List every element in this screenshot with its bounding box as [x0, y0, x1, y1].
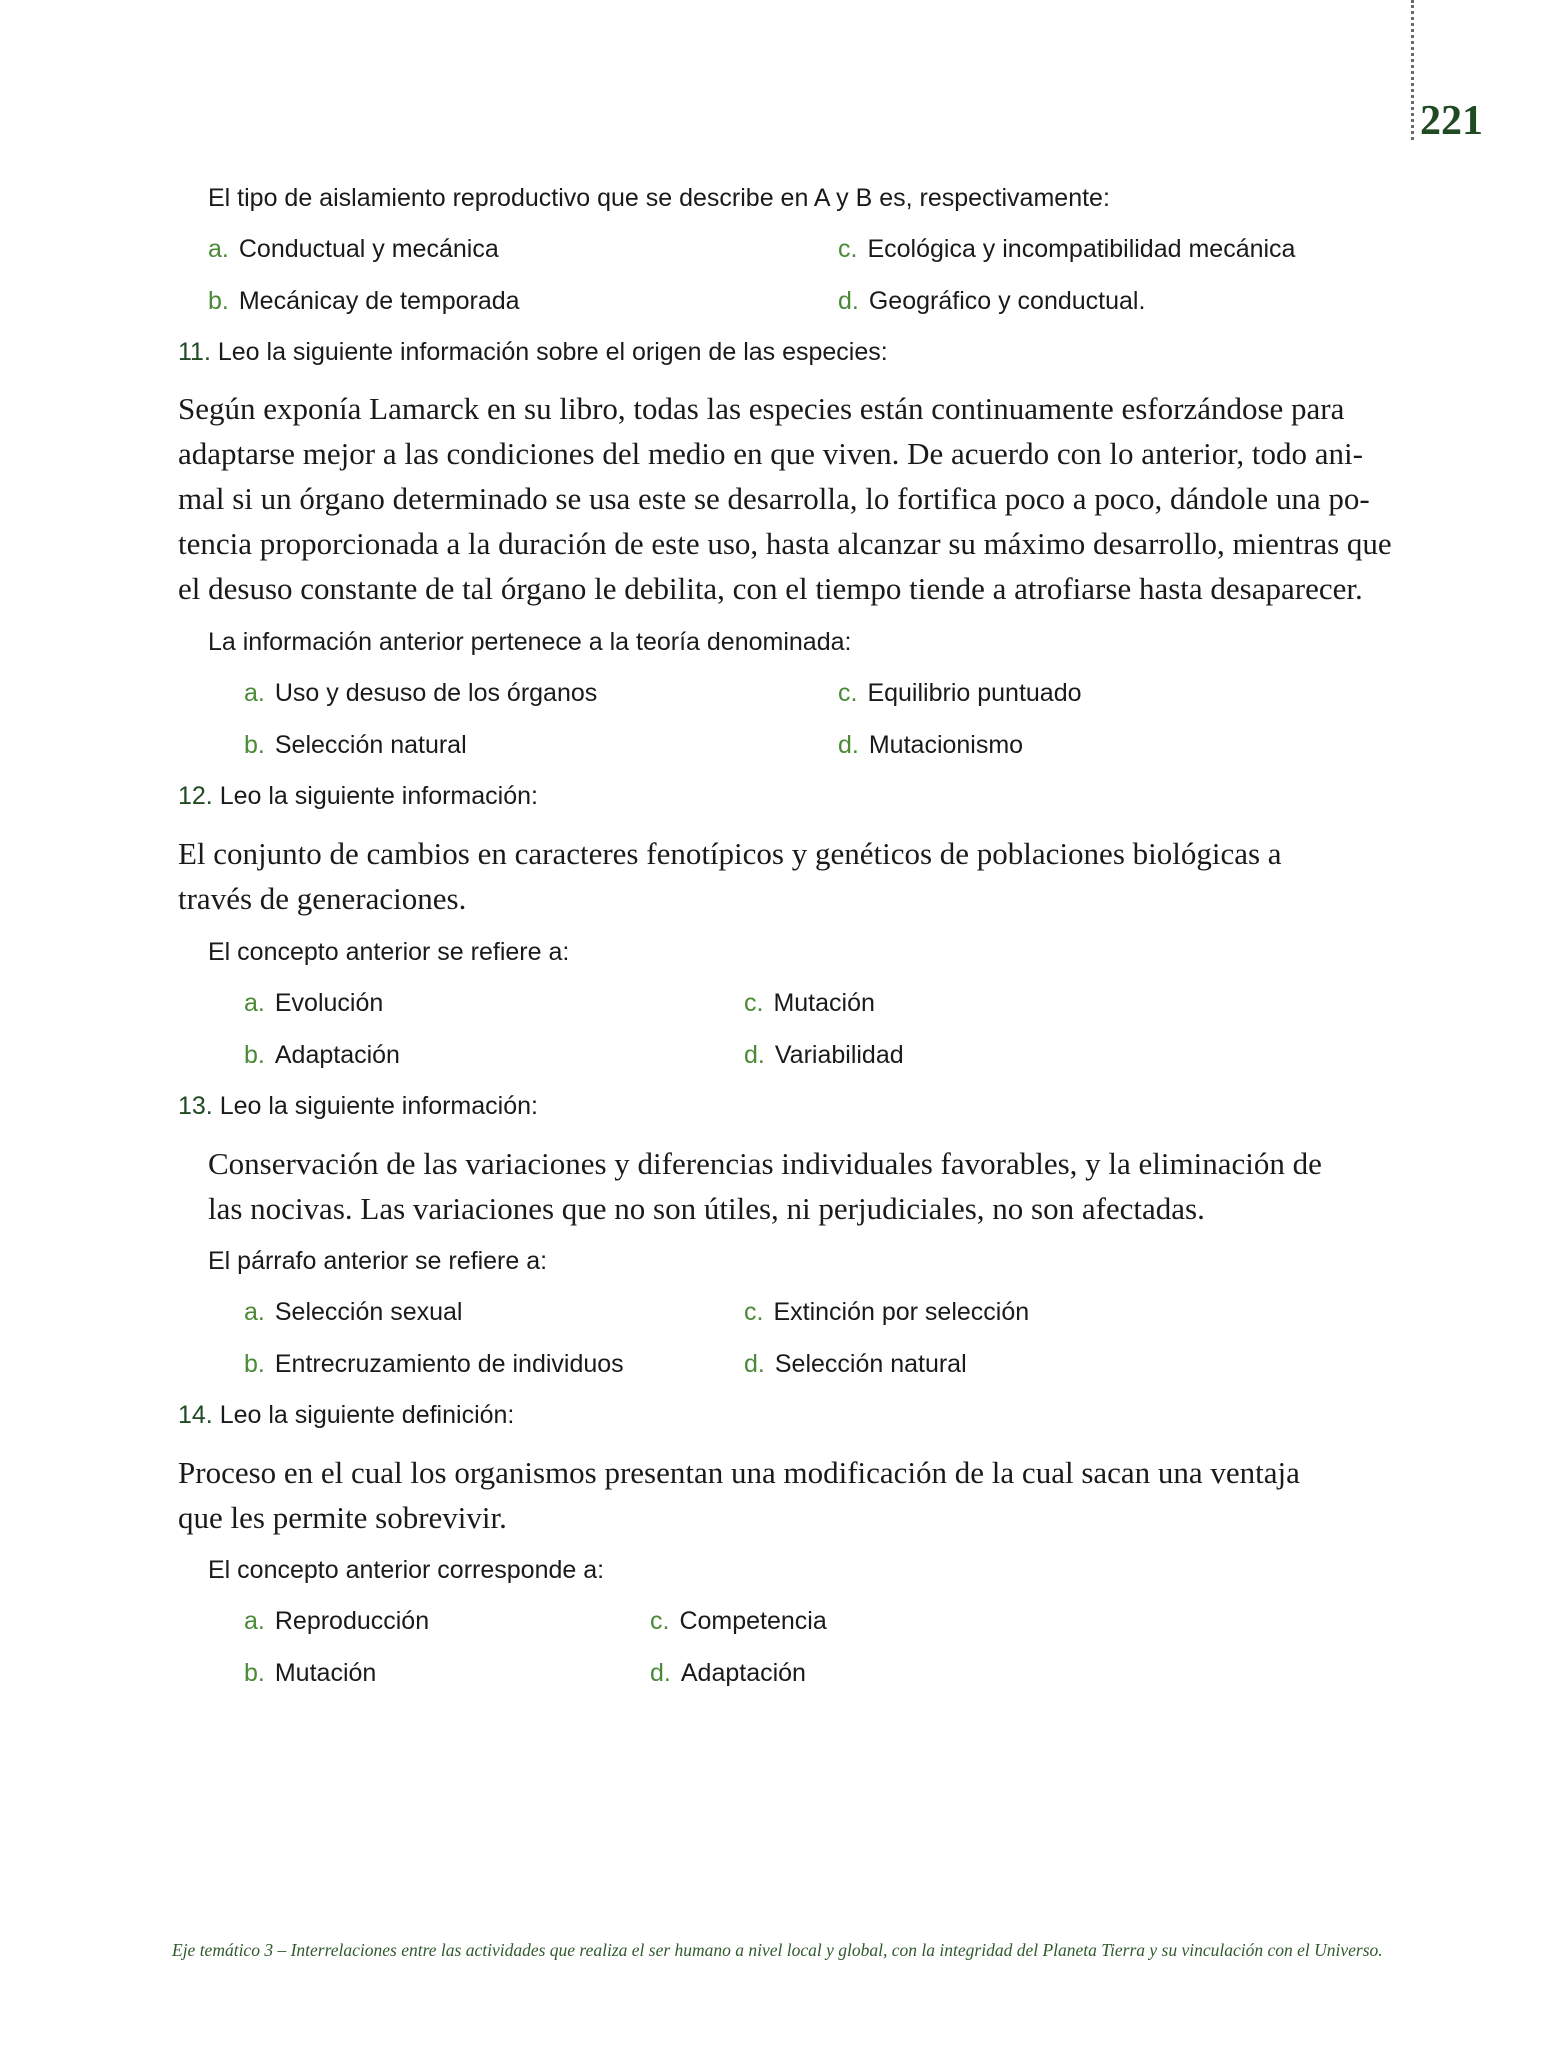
- question-number: 13.: [178, 1092, 213, 1120]
- option-text: Equilibrio puntuado: [867, 679, 1082, 707]
- question-number: 14.: [178, 1401, 213, 1429]
- q10-option-c[interactable]: [838, 237, 1295, 262]
- q10-prompt: El tipo de aislamiento reproductivo que se describe en A y B es, respectivamente:: [208, 184, 1110, 212]
- passage-line: Conservación de las variaciones y diferencias individuales favorables, y la eliminación de: [208, 1146, 1322, 1181]
- question-heading-text: Leo la siguiente definición:: [219, 1401, 515, 1429]
- page-footer: Eje temático 3 – Interrelaciones entre las actividades que realiza el ser humano a nivel local y global, con la integridad del Planeta Tierra y su vinculación con el Universo.: [172, 1940, 1383, 1960]
- question-number: 11.: [178, 338, 211, 366]
- option-text: Evolución: [274, 989, 384, 1017]
- q11-passage: [178, 386, 1410, 611]
- option-text: Selección sexual: [274, 1298, 463, 1326]
- margin-dotted-rule: [1411, 0, 1414, 140]
- passage-line: el desuso constante de tal órgano le debilita, con el tiempo tiende a atrofiarse hasta desaparecer.: [178, 571, 1363, 606]
- passage-line: adaptarse mejor a las condiciones del medio en que viven. De acuerdo con lo anterior, todo ani-: [178, 436, 1363, 471]
- option-text: Extinción por selección: [773, 1298, 1030, 1326]
- q13-heading: [178, 1094, 538, 1119]
- passage-line: mal si un órgano determinado se usa este se desarrolla, lo fortifica poco a poco, dándole una po-: [178, 481, 1370, 516]
- option-letter: c.: [744, 989, 764, 1017]
- q14-option-b[interactable]: [244, 1661, 376, 1686]
- option-text: Mutación: [274, 1659, 377, 1687]
- option-letter: d.: [650, 1659, 671, 1687]
- option-letter: a.: [244, 1298, 265, 1326]
- option-letter: c.: [838, 235, 858, 263]
- page-number: 221: [1420, 98, 1483, 144]
- q11-option-c[interactable]: [838, 681, 1082, 706]
- q11-prompt: La información anterior pertenece a la teoría denominada:: [208, 628, 852, 656]
- option-letter: c.: [838, 679, 858, 707]
- option-letter: b.: [244, 731, 265, 759]
- option-letter: b.: [244, 1659, 265, 1687]
- question-number: 12.: [178, 782, 213, 810]
- option-letter: b.: [208, 287, 229, 315]
- option-text: Conductual y mecánica: [238, 235, 499, 263]
- option-letter: c.: [744, 1298, 764, 1326]
- option-letter: a.: [244, 989, 265, 1017]
- option-text: Ecológica y incompatibilidad mecánica: [867, 235, 1296, 263]
- q11-option-a[interactable]: [244, 681, 597, 706]
- q10-option-a[interactable]: [208, 237, 499, 262]
- q11-option-d[interactable]: [838, 733, 1023, 758]
- question-heading-text: Leo la siguiente información sobre el origen de las especies:: [217, 338, 888, 366]
- option-letter: b.: [244, 1350, 265, 1378]
- option-letter: d.: [838, 731, 859, 759]
- q13-option-d[interactable]: [744, 1352, 967, 1377]
- question-heading-text: Leo la siguiente información:: [219, 1092, 538, 1120]
- q14-heading: [178, 1403, 514, 1428]
- q11-heading: [178, 340, 888, 365]
- option-letter: a.: [208, 235, 229, 263]
- question-heading-text: Leo la siguiente información:: [219, 782, 538, 810]
- passage-line: que les permite sobrevivir.: [178, 1500, 507, 1535]
- q12-prompt: El concepto anterior se refiere a:: [208, 938, 570, 966]
- option-text: Reproducción: [274, 1607, 430, 1635]
- q12-passage: [178, 831, 1410, 921]
- q13-option-a[interactable]: [244, 1300, 462, 1325]
- q12-option-b[interactable]: [244, 1043, 400, 1068]
- passage-line: Según exponía Lamarck en su libro, todas las especies están continuamente esforzándose para: [178, 391, 1345, 426]
- option-text: Mutación: [773, 989, 875, 1017]
- option-text: Adaptación: [274, 1041, 400, 1069]
- option-text: Mutacionismo: [868, 731, 1024, 759]
- passage-line: Proceso en el cual los organismos presentan una modificación de la cual sacan una ventaja: [178, 1455, 1300, 1490]
- option-text: Geográfico y conductual.: [868, 287, 1146, 315]
- option-text: Uso y desuso de los órganos: [274, 679, 598, 707]
- option-text: Selección natural: [274, 731, 467, 759]
- q12-heading: [178, 784, 538, 809]
- q12-option-a[interactable]: [244, 991, 383, 1016]
- q10-option-b[interactable]: [208, 289, 520, 314]
- option-letter: b.: [244, 1041, 265, 1069]
- q14-prompt: El concepto anterior corresponde a:: [208, 1556, 605, 1584]
- q14-passage: [178, 1450, 1410, 1540]
- passage-line: El conjunto de cambios en caracteres fenotípicos y genéticos de poblaciones biológicas a: [178, 836, 1282, 871]
- q11-option-b[interactable]: [244, 733, 467, 758]
- option-letter: c.: [650, 1607, 670, 1635]
- q14-option-d[interactable]: [650, 1661, 806, 1686]
- q13-prompt: El párrafo anterior se refiere a:: [208, 1247, 548, 1275]
- option-letter: d.: [744, 1041, 765, 1069]
- option-letter: a.: [244, 679, 265, 707]
- q13-option-c[interactable]: [744, 1300, 1029, 1325]
- q12-option-c[interactable]: [744, 991, 875, 1016]
- q13-option-b[interactable]: [244, 1352, 624, 1377]
- q14-option-c[interactable]: [650, 1609, 827, 1634]
- passage-line: través de generaciones.: [178, 881, 467, 916]
- option-letter: d.: [744, 1350, 765, 1378]
- q14-option-a[interactable]: [244, 1609, 429, 1634]
- q12-option-d[interactable]: [744, 1043, 904, 1068]
- option-letter: d.: [838, 287, 859, 315]
- q10-option-d[interactable]: [838, 289, 1145, 314]
- option-text: Entrecruzamiento de individuos: [274, 1350, 624, 1378]
- option-text: Variabilidad: [774, 1041, 904, 1069]
- q13-passage: [208, 1141, 1410, 1231]
- option-text: Adaptación: [680, 1659, 806, 1687]
- option-text: Mecánicay de temporada: [238, 287, 520, 315]
- passage-line: tencia proporcionada a la duración de este uso, hasta alcanzar su máximo desarrollo, mientras que: [178, 526, 1392, 561]
- option-text: Selección natural: [774, 1350, 967, 1378]
- option-text: Competencia: [679, 1607, 827, 1635]
- passage-line: las nocivas. Las variaciones que no son útiles, ni perjudiciales, no son afectadas.: [208, 1191, 1205, 1226]
- option-letter: a.: [244, 1607, 265, 1635]
